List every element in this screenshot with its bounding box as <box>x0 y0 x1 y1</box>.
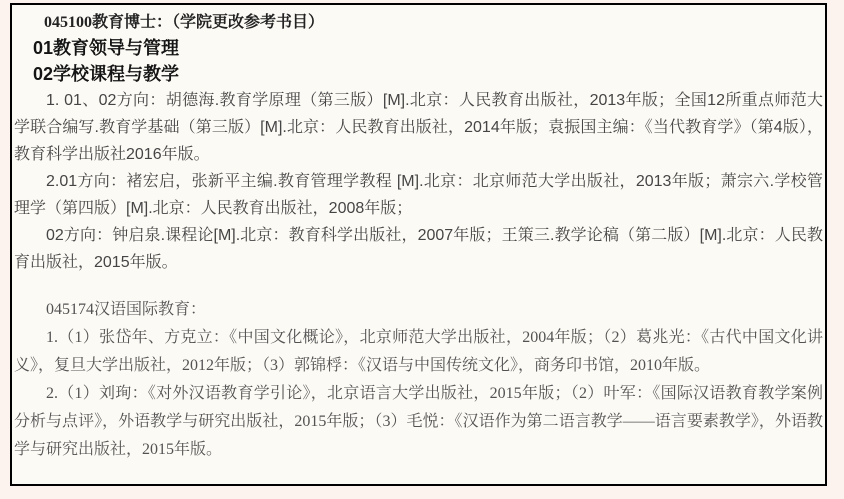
doctoral-program-title: 045100教育博士：（学院更改参考书目） <box>44 14 325 31</box>
direction-heading-02: 02学校课程与教学 <box>33 64 180 84</box>
document-sheet <box>10 3 827 486</box>
doctoral-reference-paragraph-1: 1. 01、02方向：胡德海.教育学原理（第三版）[M].北京：人民教育出版社，2013年版；全国12所重点师范大学联合编写.教育学基础（第三版）[M].北京：人民教育出版社，2014年版；袁振国主编：《当代教育学》（第4版），教育科学出版社2016年版。 <box>14 92 823 163</box>
doctoral-reference-paragraph-3: 02方向：钟启泉.课程论[M].北京：教育科学出版社，2007年版；王策三.教学论稿（第二版）[M].北京：人民教育出版社，2015年版。 <box>14 227 823 271</box>
chinese-intl-reference-paragraph-2: 2.（1）刘珣：《对外汉语教育学引论》，北京语言大学出版社，2015年版；（2）叶军：《国际汉语教育教学案例分析与点评》，外语教学与研究出版社，2015年版；（3）毛悦：《汉语作为第二语言教学——语言要素教学》，外语教学与研究出版社，2015年版。 <box>14 385 823 458</box>
section-gap <box>14 276 823 296</box>
direction-heading-01: 01教育领导与管理 <box>33 38 180 58</box>
doctoral-reference-paragraph-2: 2.01方向：褚宏启，张新平主编.教育管理学教程 [M].北京：北京师范大学出版社，2013年版；萧宗六.学校管理学（第四版）[M].北京：人民教育出版社，2008年版； <box>14 173 823 217</box>
chinese-intl-reference-paragraph-1: 1.（1）张岱年、方克立：《中国文化概论》，北京师范大学出版社，2004年版；（2）葛兆光：《古代中国文化讲义》，复旦大学出版社，2012年版；（3）郭锦桴：《汉语与中国传统文化》，商务印书馆，2010年版。 <box>14 329 823 374</box>
chinese-intl-program-title: 045174汉语国际教育： <box>46 301 207 318</box>
